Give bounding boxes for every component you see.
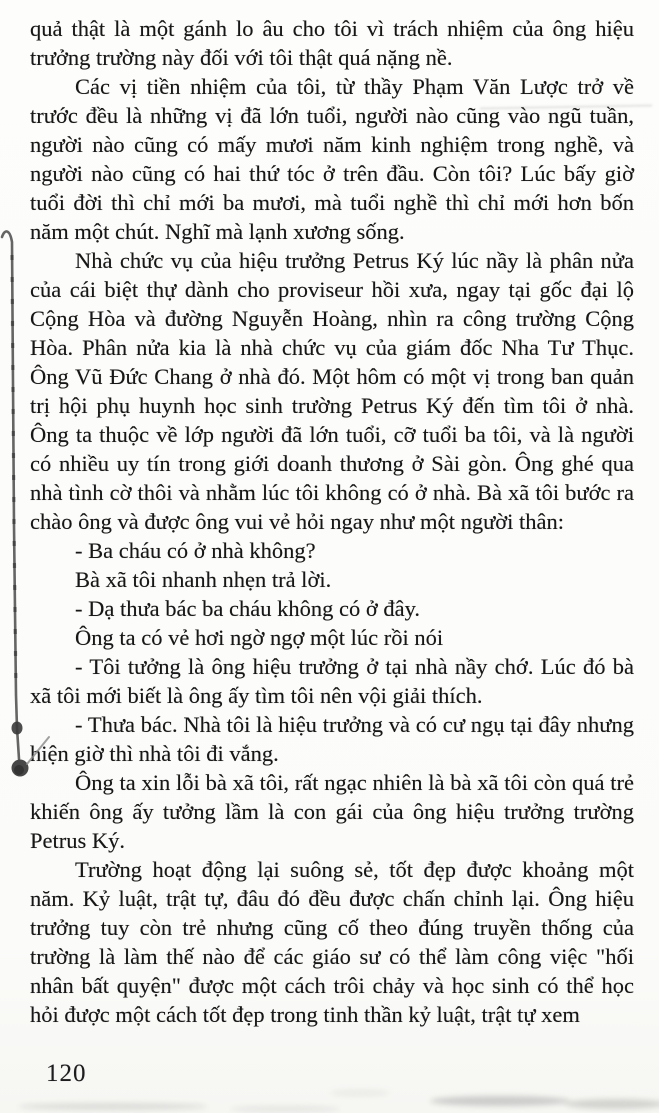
paragraph: Các vị tiền nhiệm của tôi, từ thầy Phạm Văn Lược trở về trước đều là những vị đã lớn tuổi, người nào cũng vào ngũ tuần, người nào cũng có mấy mươi năm kinh nghiệm trong nghề, và người nào cũng có hai thứ tóc ở trên đầu. Còn tôi? Lúc bấy giờ tuổi đời thì chỉ mới ba mươi, mà tuổi nghề thì chỉ mới hơn bốn năm một chút. Nghĩ mà lạnh xương sống. <box>30 74 634 244</box>
pin-shaft <box>2 231 19 759</box>
pin-bead <box>12 722 23 735</box>
paragraph: Ông ta có vẻ hơi ngờ ngợ một lúc rồi nói <box>75 625 444 650</box>
scan-shadow-streak <box>230 1106 340 1112</box>
dialogue-line: - Dạ thưa bác ba cháu không có ở đây. <box>75 596 421 621</box>
pin-shaft-texture <box>12 255 16 695</box>
scan-shadow-streak <box>330 1090 390 1096</box>
dialogue-line: - Thưa bác. Nhà tôi là hiệu trưởng và có cư ngụ tại đây nhưng hiện giờ thì nhà tôi đi vắng. <box>30 712 634 766</box>
page-text <box>30 14 634 1029</box>
scan-shadow-streak <box>18 1103 208 1110</box>
dialogue-line: - Ba cháu có ở nhà không? <box>75 538 316 563</box>
page-number: 120 <box>46 1060 87 1087</box>
scan-shadow-streak <box>565 1099 659 1109</box>
paragraph: Bà xã tôi nhanh nhẹn trả lời. <box>75 567 332 592</box>
paragraph: Ông ta xin lỗi bà xã tôi, rất ngạc nhiên là bà xã tôi còn quá trẻ khiến ông ấy tưởng lầm là con gái của ông hiệu trưởng trường Petrus Ký. <box>30 770 634 853</box>
paragraph: quả thật là một gánh lo âu cho tôi vì trách nhiệm của ông hiệu trưởng trường này đối với tôi thật quá nặng nề. <box>30 16 634 70</box>
scan-shadow-streak <box>430 1096 570 1106</box>
paragraph: Nhà chức vụ của hiệu trưởng Petrus Ký lúc nầy là phân nửa của cái biệt thự dành cho proviseur hồi xưa, ngay tại gốc đại lộ Cộng Hòa và đường Nguyễn Hoàng, nhìn ra công trường Cộng Hòa. Phân nửa kia là nhà chức vụ của giám đốc Nha Tư Thục. Ông Vũ Đức Chang ở nhà đó. Một hôm có một vị trong ban quản trị hội phụ huynh học sinh trường Petrus Ký đến tìm tôi ở nhà. Ông ta thuộc về lớp người đã lớn tuổi, cỡ tuổi ba tôi, và là người có nhiều uy tín trong giới doanh thương ở Sài gòn. Ông ghé qua nhà tình cờ thôi và nhằm lúc tôi không có ở nhà. Bà xã tôi bước ra chào ông và được ông vui vẻ hỏi ngay như một người thân: <box>30 248 634 534</box>
paragraph: Trường hoạt động lại suông sẻ, tốt đẹp được khoảng một năm. Kỷ luật, trật tự, đâu đó đều được chấn chỉnh lại. Ông hiệu trưởng tuy còn trẻ nhưng cũng cố theo đúng truyền thống của trường là làm thế nào để các giáo sư có thể làm công việc "hối nhân bất quyện" được một cách trôi chảy và học sinh có thể học hỏi được một cách tốt đẹp trong tinh thần kỷ luật, trật tự xem <box>30 857 634 1027</box>
pin-head-core <box>14 765 24 775</box>
dialogue-line: - Tôi tưởng là ông hiệu trưởng ở tại nhà nầy chớ. Lúc đó bà xã tôi mới biết là ông ấy tìm tôi nên vội giải thích. <box>30 654 634 708</box>
pin-head <box>12 760 29 777</box>
